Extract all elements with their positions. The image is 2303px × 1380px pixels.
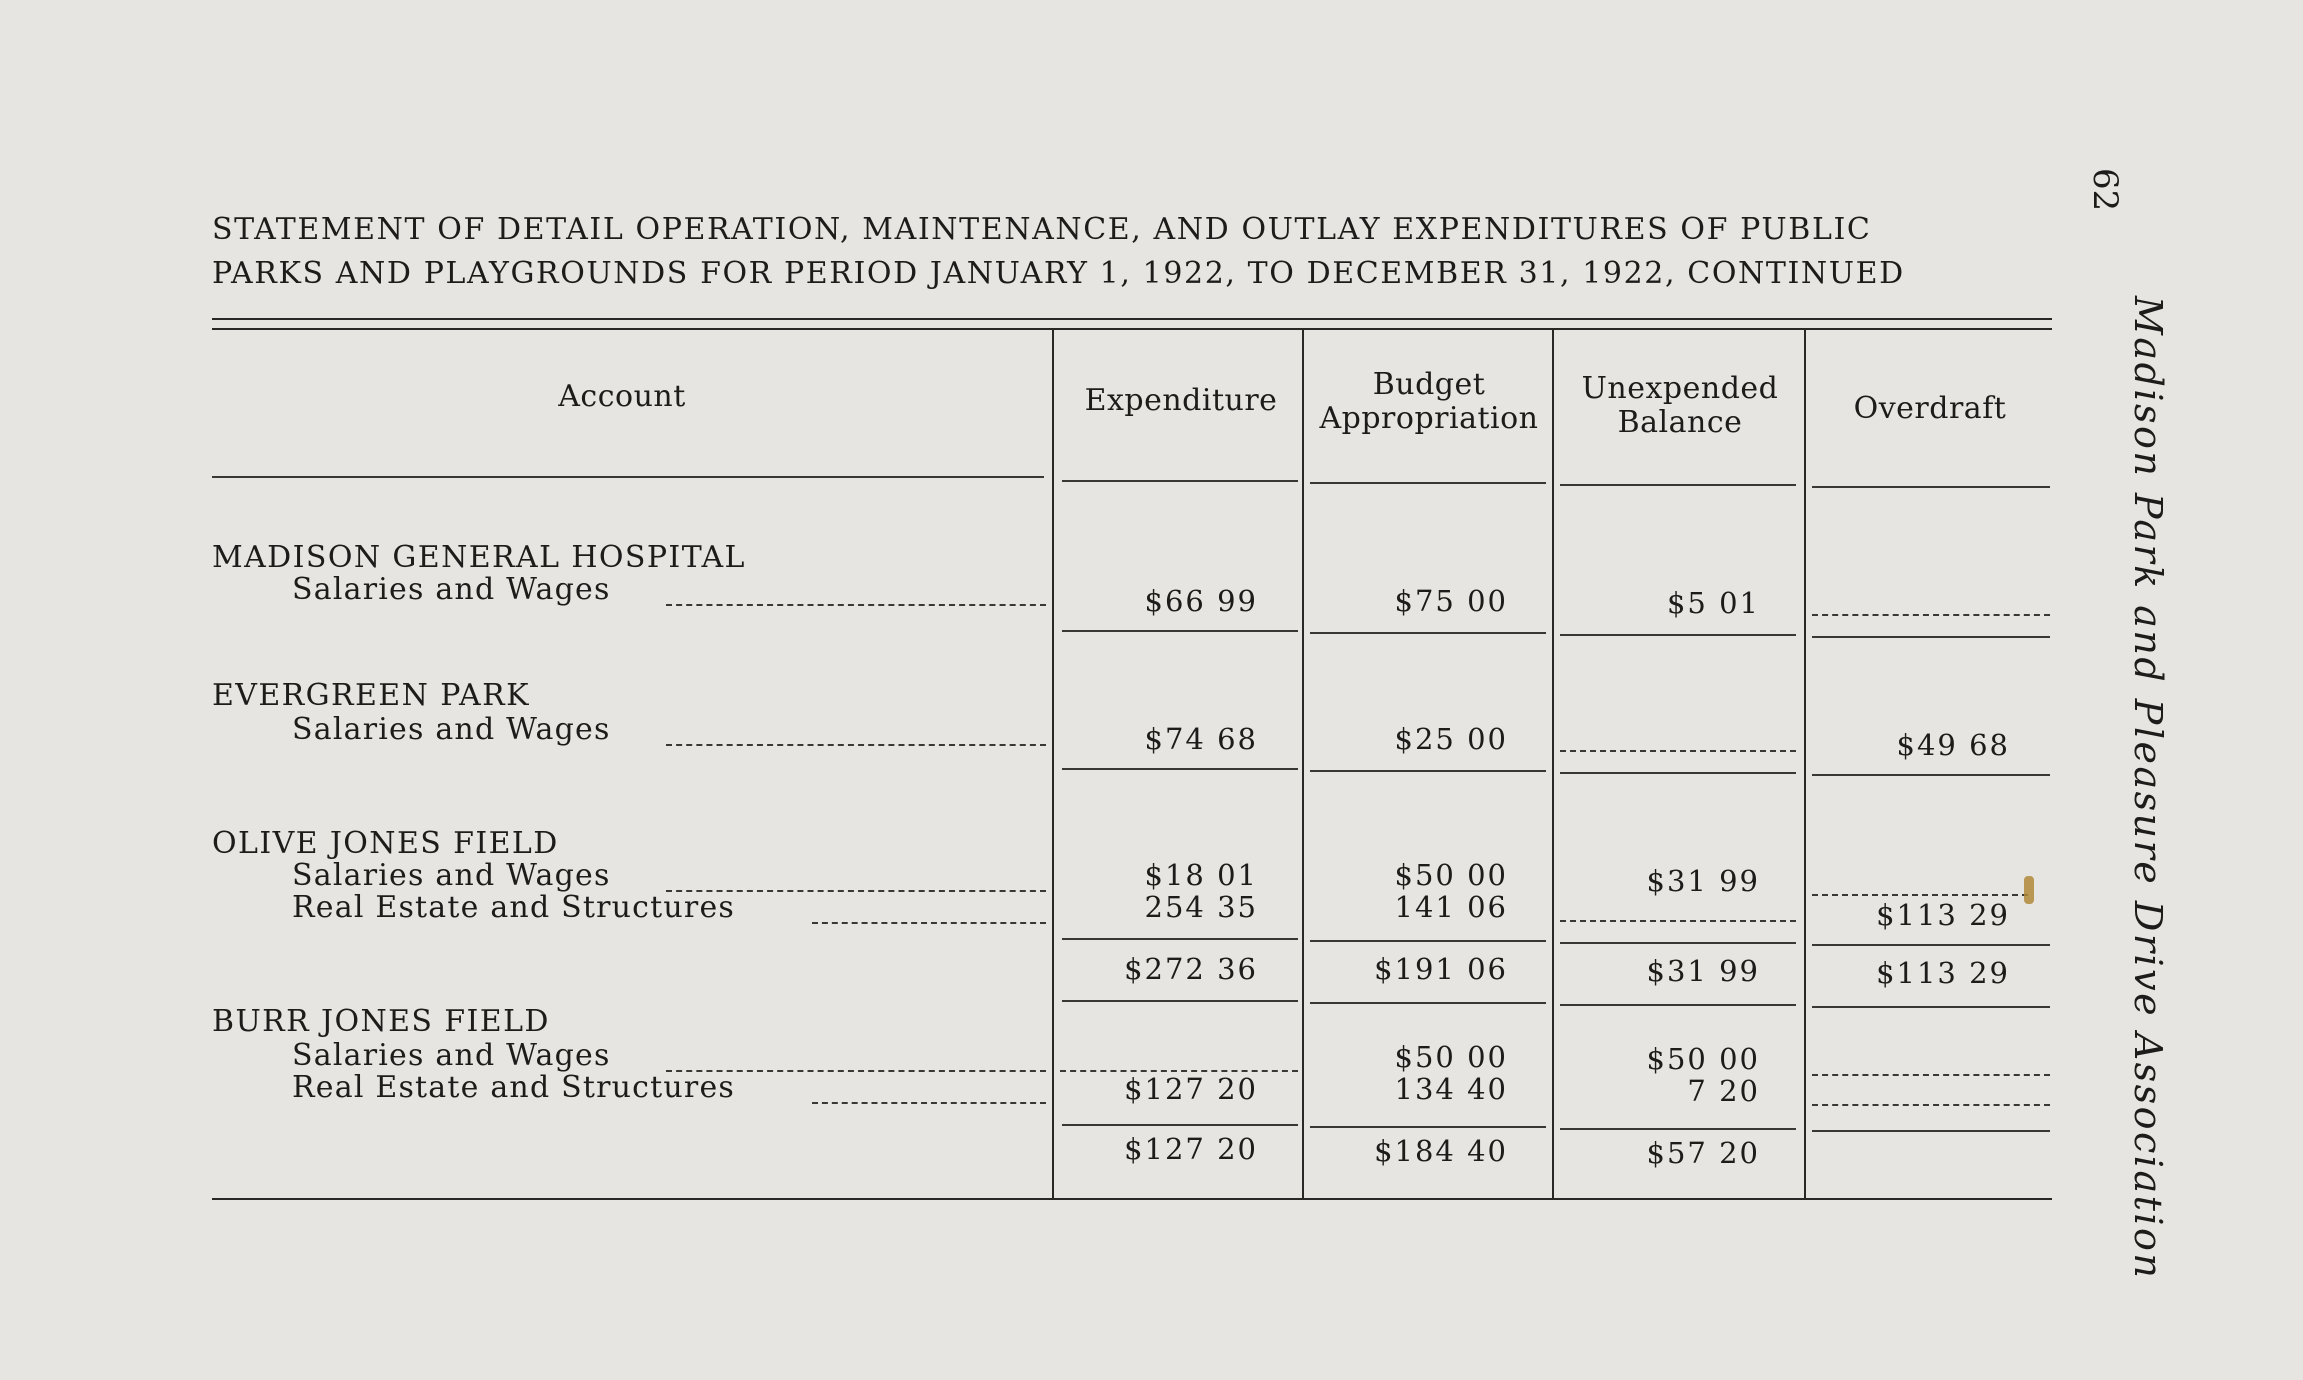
- leader-dots: [666, 744, 1046, 746]
- cell-unexpended: $50 00: [1646, 1042, 1760, 1076]
- header-underline-expenditure: [1062, 480, 1298, 482]
- header-budget-line-2: Appropriation: [1319, 401, 1539, 436]
- header-overdraft: Overdraft: [1853, 391, 2007, 426]
- row-underline: [1310, 632, 1546, 634]
- cell-unexpended-blank: [1560, 920, 1796, 922]
- column-divider-4: [1804, 330, 1806, 1198]
- row-underline: [1310, 770, 1546, 772]
- total-expenditure: $127 20: [1124, 1132, 1258, 1166]
- row-underline: [1560, 1128, 1796, 1130]
- row-underline: [1812, 636, 2050, 638]
- cell-overdraft-blank: [1812, 614, 2050, 616]
- row-account: Salaries and Wages: [292, 712, 611, 747]
- row-underline: [1812, 1130, 2050, 1132]
- bottom-rule: [212, 1198, 2052, 1200]
- header-expenditure: Expenditure: [1084, 383, 1278, 418]
- row-underline: [1560, 942, 1796, 944]
- total-underline: [1062, 1000, 1298, 1002]
- cell-budget: $50 00: [1394, 1040, 1508, 1074]
- cell-unexpended: $5 01: [1666, 586, 1760, 620]
- header-budget-line-1: Budget: [1372, 367, 1486, 402]
- row-underline: [1560, 634, 1796, 636]
- column-divider-2: [1302, 330, 1304, 1198]
- statement-title: [212, 208, 2055, 296]
- running-head: Madison Park and Pleasure Drive Association: [2126, 296, 2170, 1281]
- total-budget: $184 40: [1374, 1134, 1508, 1168]
- header-underline-overdraft: [1812, 486, 2050, 488]
- column-divider-3: [1552, 330, 1554, 1198]
- row-underline: [1310, 1126, 1546, 1128]
- section-title: OLIVE JONES FIELD: [212, 826, 559, 861]
- cell-budget: 141 06: [1394, 890, 1508, 924]
- total-expenditure: $272 36: [1124, 952, 1258, 986]
- leader-dots: [812, 1102, 1046, 1104]
- cell-overdraft: $113 29: [1876, 898, 2010, 932]
- row-underline: [1560, 772, 1796, 774]
- cell-expenditure: 254 35: [1144, 890, 1258, 924]
- cell-overdraft-blank: [1812, 894, 2028, 896]
- cell-overdraft: $49 68: [1896, 728, 2010, 762]
- row-underline: [1062, 768, 1298, 770]
- section-title: BURR JONES FIELD: [212, 1004, 550, 1039]
- leader-dots: [666, 604, 1046, 606]
- section-title: MADISON GENERAL HOSPITAL: [212, 540, 746, 575]
- row-underline: [1062, 938, 1298, 940]
- total-underline: [1812, 1006, 2050, 1008]
- total-underline: [1560, 1004, 1796, 1006]
- total-overdraft: $113 29: [1876, 956, 2010, 990]
- cell-expenditure: $127 20: [1124, 1072, 1258, 1106]
- cell-budget: 134 40: [1394, 1072, 1508, 1106]
- header-underline-budget: [1310, 482, 1546, 484]
- cell-expenditure: $74 68: [1144, 722, 1258, 756]
- section-title: EVERGREEN PARK: [212, 678, 530, 713]
- total-underline: [1310, 1002, 1546, 1004]
- cell-overdraft-blank: [1812, 1104, 2050, 1106]
- row-account: Salaries and Wages: [292, 1038, 611, 1073]
- row-underline: [1812, 944, 2050, 946]
- row-account: Real Estate and Structures: [292, 1070, 736, 1105]
- leader-dots: [812, 922, 1046, 924]
- row-underline: [1062, 630, 1298, 632]
- cell-budget: $75 00: [1394, 584, 1508, 618]
- row-account: Real Estate and Structures: [292, 890, 736, 925]
- header-account: Account: [558, 379, 686, 414]
- header-underline-account: [212, 476, 1044, 478]
- total-unexpended: $57 20: [1646, 1136, 1760, 1170]
- row-underline: [1062, 1124, 1298, 1126]
- header-underline-unexpended: [1560, 484, 1796, 486]
- cell-expenditure: $66 99: [1144, 584, 1258, 618]
- ink-stain: [2024, 876, 2034, 904]
- header-unexpended-line-1: Unexpended: [1581, 371, 1779, 406]
- cell-budget: $50 00: [1394, 858, 1508, 892]
- row-underline: [1310, 940, 1546, 942]
- top-rule-2: [212, 328, 2052, 330]
- column-divider-1: [1052, 330, 1054, 1198]
- header-unexpended-line-2: Balance: [1617, 405, 1743, 440]
- row-underline: [1812, 774, 2050, 776]
- cell-unexpended-blank: [1560, 750, 1796, 752]
- cell-expenditure: $18 01: [1144, 858, 1258, 892]
- cell-unexpended: $31 99: [1646, 864, 1760, 898]
- cell-overdraft-blank: [1812, 1074, 2050, 1076]
- row-account: Salaries and Wages: [292, 858, 611, 893]
- total-unexpended: $31 99: [1646, 954, 1760, 988]
- total-budget: $191 06: [1374, 952, 1508, 986]
- page-number: 62: [2085, 168, 2125, 212]
- cell-unexpended: 7 20: [1687, 1074, 1760, 1108]
- title-line-2: PARKS AND PLAYGROUNDS FOR PERIOD JANUARY 1, 1922, TO DECEMBER 31, 1922, CONTINUED: [212, 256, 1905, 291]
- title-line-1: STATEMENT OF DETAIL OPERATION, MAINTENANCE, AND OUTLAY EXPENDITURES OF PUBLIC: [212, 212, 1872, 247]
- cell-budget: $25 00: [1394, 722, 1508, 756]
- row-account: Salaries and Wages: [292, 572, 611, 607]
- top-rule-1: [212, 318, 2052, 320]
